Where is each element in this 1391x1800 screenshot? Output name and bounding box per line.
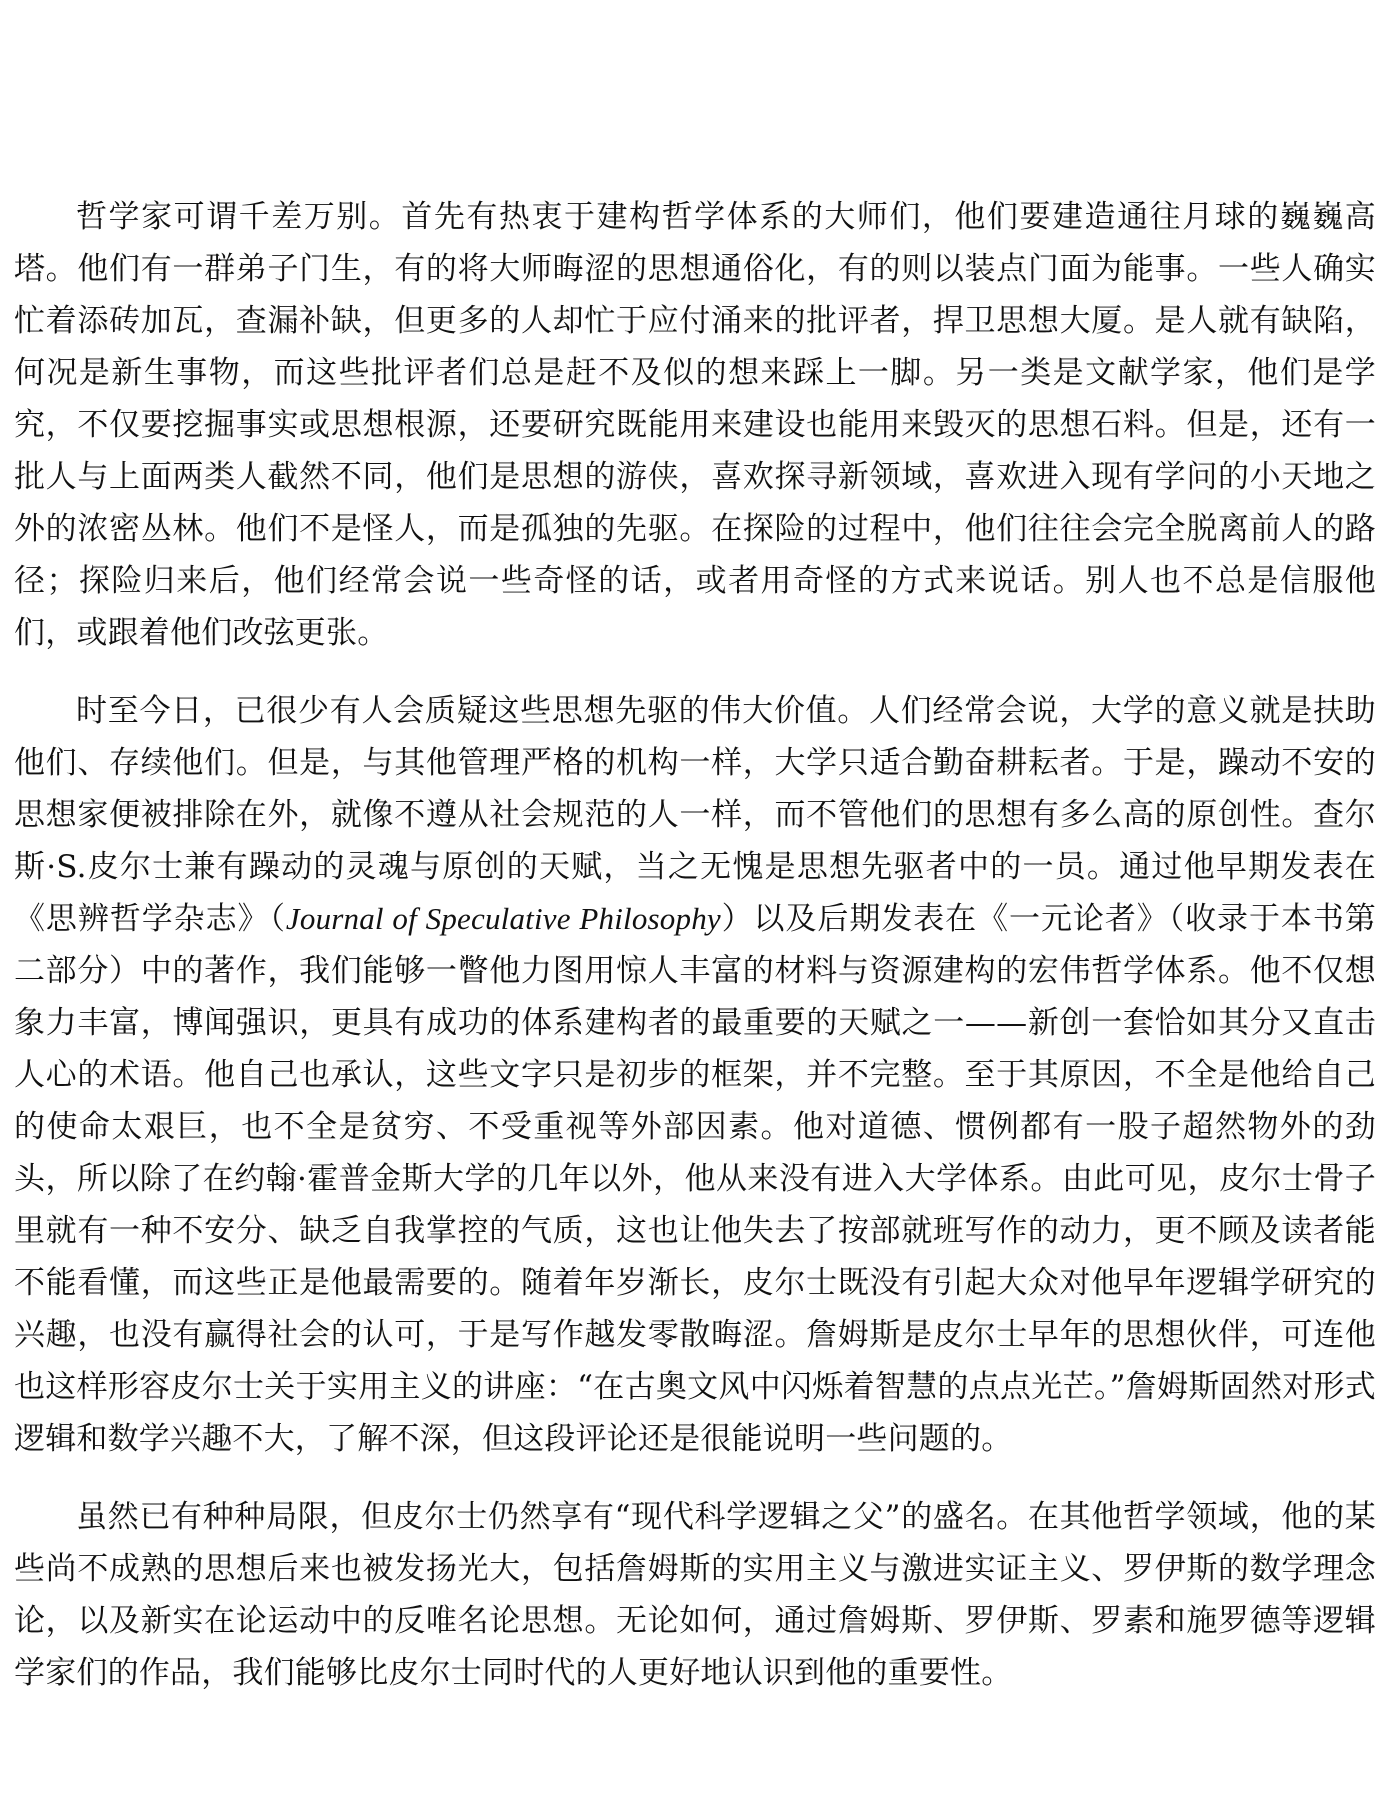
paragraph-3: 虽然已有种种局限，但皮尔士仍然享有“现代科学逻辑之父”的盛名。在其他哲学领域，他的某些尚不成熟的思想后来也被发扬光大，包括詹姆斯的实用主义与激进实证主义、罗伊斯的数学理念论，以及新实在论运动中的反唯名论思想。无论如何，通过詹姆斯、罗伊斯、罗素和施罗德等逻辑学家们的作品，我们能够比皮尔士同时代的人更好地认识到他的重要性。 <box>14 1499 1376 1691</box>
paragraph-1: 哲学家可谓千差万别。首先有热衷于建构哲学体系的大师们，他们要建造通往月球的巍巍高塔。他们有一群弟子门生，有的将大师晦涩的思想通俗化，有的则以装点门面为能事。一些人确实忙着添砖加瓦，查漏补缺，但更多的人却忙于应付涌来的批评者，捍卫思想大厦。是人就有缺陷，何况是新生事物，而这些批评者们总是赶不及似的想来踩上一脚。另一类是文献学家，他们是学究，不仅要挖掘事实或思想根源，还要研究既能用来建设也能用来毁灭的思想石料。但是，还有一批人与上面两类人截然不同，他们是思想的游侠，喜欢探寻新领域，喜欢进入现有学问的小天地之外的浓密丛林。他们不是怪人，而是孤独的先驱。在探险的过程中，他们往往会完全脱离前人的路径；探险归来后，他们经常会说一些奇怪的话，或者用奇怪的方式来说话。别人也不总是信服他们，或跟着他们改弦更张。 <box>14 199 1376 651</box>
journal-title-italic: Journal of Speculative Philosophy <box>285 901 721 936</box>
document-body <box>14 191 1376 1725</box>
paragraph-2 <box>14 685 1376 1465</box>
paragraph-2-text-after-italic: ）以及后期发表在《一元论者》（收录于本书第二部分）中的著作，我们能够一瞥他力图用惊人丰富的材料与资源建构的宏伟哲学体系。他不仅想象力丰富，博闻强识，更具有成功的体系建构者的最重要的天赋之一——新创一套恰如其分又直击人心的术语。他自己也承认，这些文字只是初步的框架，并不完整。至于其原因，不全是他给自己的使命太艰巨，也不全是贫穷、不受重视等外部因素。他对道德、惯例都有一股子超然物外的劲头，所以除了在约翰·霍普金斯大学的几年以外，他从来没有进入大学体系。由此可见，皮尔士骨子里就有一种不安分、缺乏自我掌控的气质，这也让他失去了按部就班写作的动力，更不顾及读者能不能看懂，而这些正是他最需要的。随着年岁渐长，皮尔士既没有引起大众对他早年逻辑学研究的兴趣，也没有赢得社会的认可，于是写作越发零散晦涩。詹姆斯是皮尔士早年的思想伙伴，可连他也这样形容皮尔士关于实用主义的讲座：“在古奥文风中闪烁着智慧的点点光芒。”詹姆斯固然对形式逻辑和数学兴趣不大，了解不深，但这段评论还是很能说明一些问题的。 <box>14 901 1376 1457</box>
paragraph-2-text-before-italic: 时至今日，已很少有人会质疑这些思想先驱的伟大价值。人们经常会说，大学的意义就是扶助他们、存续他们。但是，与其他管理严格的机构一样，大学只适合勤奋耕耘者。于是，躁动不安的思想家便被排除在外，就像不遵从社会规范的人一样，而不管他们的思想有多么高的原创性。查尔斯·S.皮尔士兼有躁动的灵魂与原创的天赋，当之无愧是思想先驱者中的一员。通过他早期发表在《思辨哲学杂志》（ <box>14 693 1376 937</box>
